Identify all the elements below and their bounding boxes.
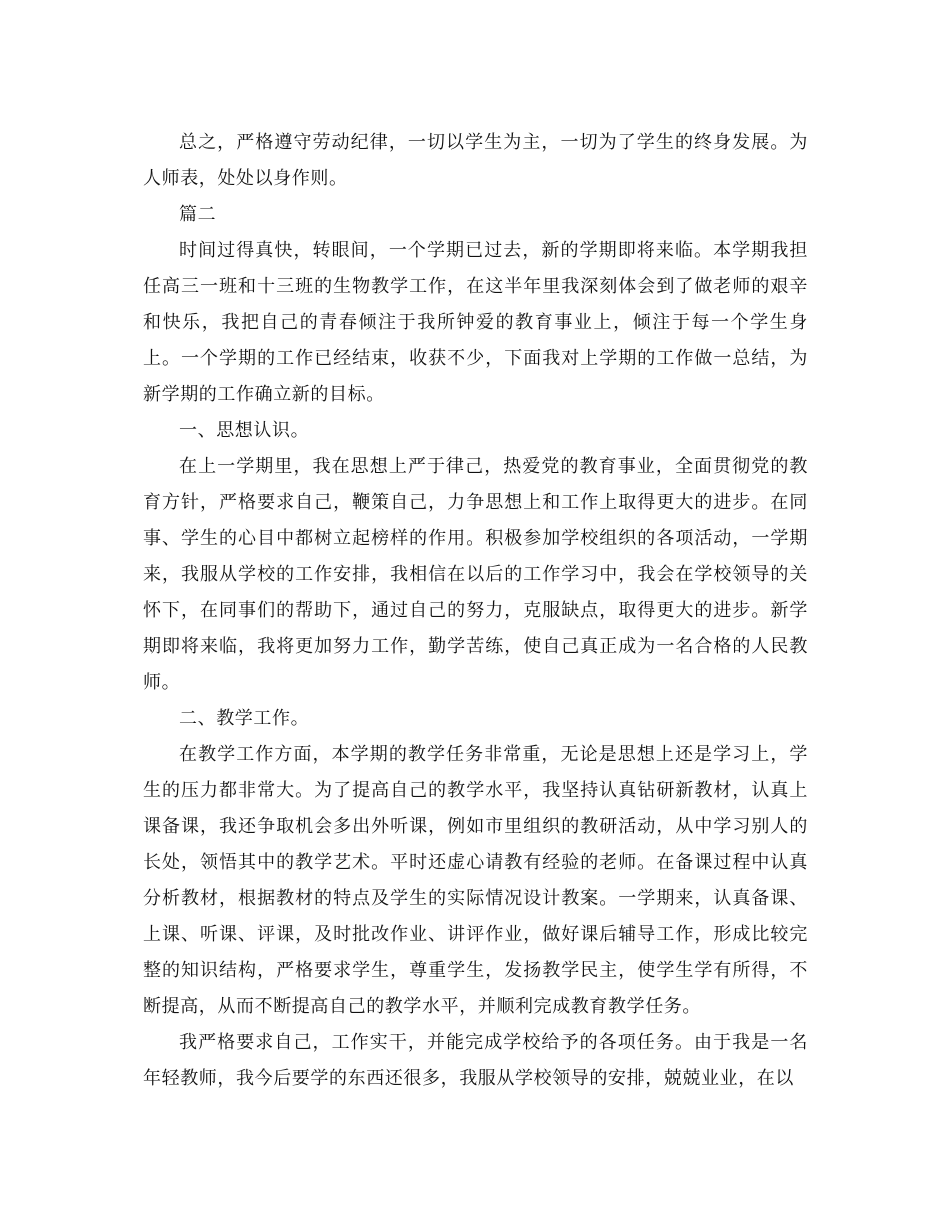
- section-title-part-two: 篇二: [179, 204, 217, 225]
- heading-teaching-work: 二、教学工作。: [179, 708, 310, 729]
- paragraph-self-requirement: 我严格要求自己，工作实干，并能完成学校给予的各项任务。由于我是一名年轻教师，我今后要学的东西还很多，我服从学校领导的安排，兢兢业业，在以: [143, 1032, 808, 1089]
- paragraph-ideology: 在上一学期里，我在思想上严于律己，热爱党的教育事业，全面贯彻党的教育方针，严格要求自己，鞭策自己，力争思想上和工作上取得更大的进步。在同事、学生的心目中都树立起榜样的作用。积极参加学校组织的各项活动，一学期来，我服从学校的工作安排，我相信在以后的工作学习中，我会在学校领导的关怀下，在同事们的帮助下，通过自己的努力，克服缺点，取得更大的进步。新学期即将来临，我将更加努力工作，勤学苦练，使自己真正成为一名合格的人民教师。: [143, 456, 808, 693]
- heading-ideology: 一、思想认识。: [179, 420, 310, 441]
- document-body: [143, 125, 808, 1097]
- paragraph-teaching-work: 在教学工作方面，本学期的教学任务非常重，无论是思想上还是学习上，学生的压力都非常大。为了提高自己的教学水平，我坚持认真钻研新教材，认真上课备课，我还争取机会多出外听课，例如市里组织的教研活动，从中学习别人的长处，领悟其中的教学艺术。平时还虚心请教有经验的老师。在备课过程中认真分析教材，根据教材的特点及学生的实际情况设计教案。一学期来，认真备课、上课、听课、评课，及时批改作业、讲评作业，做好课后辅导工作，形成比较完整的知识结构，严格要求学生，尊重学生，发扬教学民主，使学生学有所得，不断提高，从而不断提高自己的教学水平，并顺利完成教育教学任务。: [143, 744, 808, 1017]
- paragraph-summary: 总之，严格遵守劳动纪律，一切以学生为主，一切为了学生的终身发展。为人师表，处处以身作则。: [143, 132, 808, 189]
- paragraph-intro: 时间过得真快，转眼间，一个学期已过去，新的学期即将来临。本学期我担任高三一班和十三班的生物教学工作，在这半年里我深刻体会到了做老师的艰辛和快乐，我把自己的青春倾注于我所钟爱的教育事业上，倾注于每一个学生身上。一个学期的工作已经结束，收获不少，下面我对上学期的工作做一总结，为新学期的工作确立新的目标。: [143, 240, 808, 405]
